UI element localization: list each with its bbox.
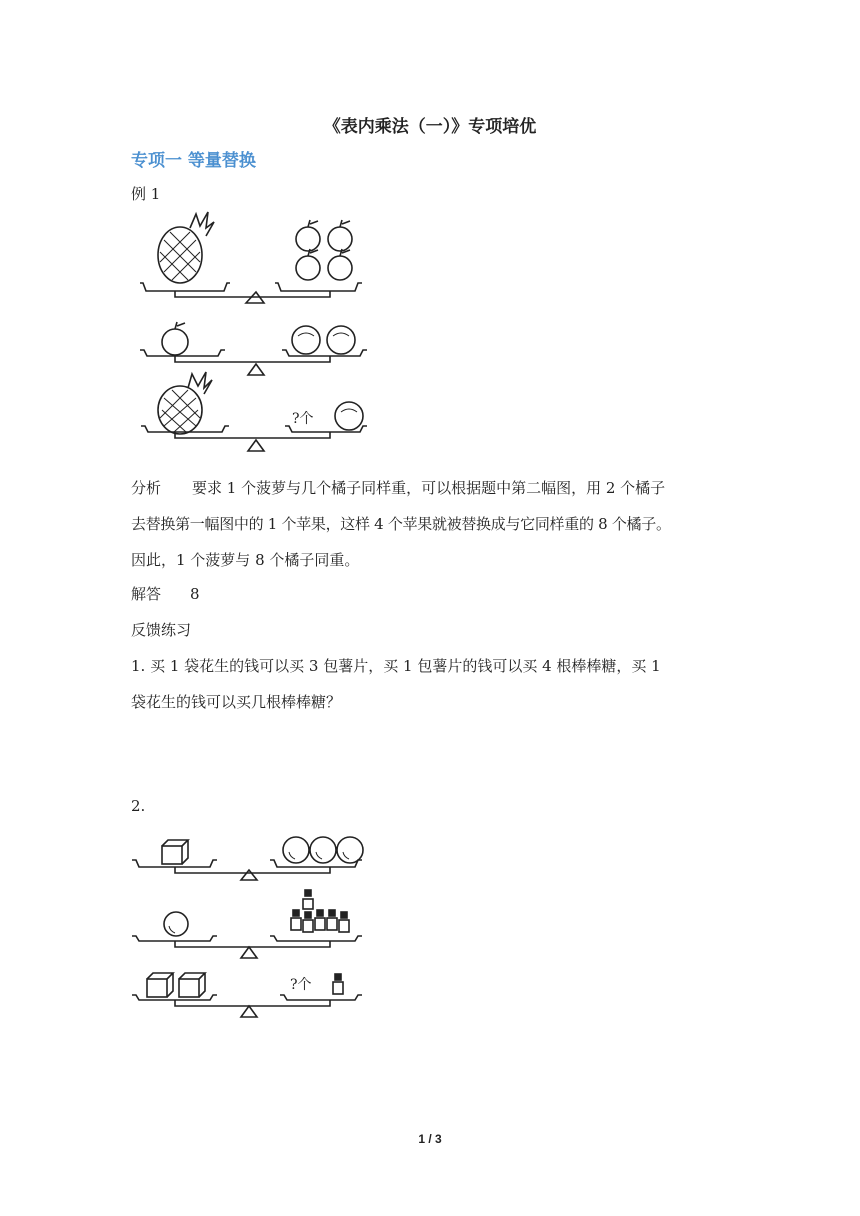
analysis-line-3: 因此，1 个菠萝与 8 个橘子同重。 xyxy=(131,551,360,569)
ball-icon xyxy=(164,912,188,936)
unknown-count-label-2: ?个 xyxy=(290,977,312,993)
ball-icon xyxy=(283,837,363,863)
question-2-label: 2. xyxy=(131,797,146,815)
balance-scale-1 xyxy=(140,212,362,303)
balance-scale-3 xyxy=(141,372,367,451)
balance-scale-c xyxy=(132,973,362,1017)
example-label: 例 1 xyxy=(131,185,161,203)
page-title: 《表内乘法（一）》专项培优 xyxy=(323,117,537,137)
bottle-icon xyxy=(291,890,349,932)
analysis-line-1: 要求 1 个菠萝与几个橘子同样重，可以根据题中第二幅图，用 2 个橘子 xyxy=(192,479,666,497)
answer-value: 8 xyxy=(190,585,200,603)
cube-icon xyxy=(162,840,188,864)
pineapple-icon xyxy=(158,212,214,283)
question-1-line-1: 1. 买 1 袋花生的钱可以买 3 包薯片，买 1 包薯片的钱可以买 4 根棒棒糖，买 1 xyxy=(131,657,661,675)
pineapple-icon xyxy=(158,372,212,434)
question-1-line-2: 袋花生的钱可以买几根棒棒糖？ xyxy=(131,693,342,711)
orange-icon xyxy=(292,326,355,354)
analysis-line-2: 去替换第一幅图中的 1 个苹果，这样 4 个苹果就被替换成与它同样重的 8 个橘子。 xyxy=(131,515,671,533)
practice-heading: 反馈练习 xyxy=(131,621,192,639)
balance-scale-b xyxy=(132,890,362,958)
balance-scale-2 xyxy=(140,322,367,375)
orange-icon xyxy=(335,402,363,430)
unknown-count-label: ?个 xyxy=(292,411,314,427)
cube-icon xyxy=(147,973,205,997)
section-heading: 专项一 等量替换 xyxy=(131,151,256,171)
apple-icon xyxy=(162,322,188,355)
analysis-label: 分析 xyxy=(131,479,162,497)
page-number: 1 / 3 xyxy=(418,1132,442,1146)
apple-icon xyxy=(296,220,352,280)
balance-scale-a xyxy=(132,837,363,880)
bottle-icon xyxy=(333,974,343,994)
answer-label: 解答 xyxy=(131,585,162,603)
